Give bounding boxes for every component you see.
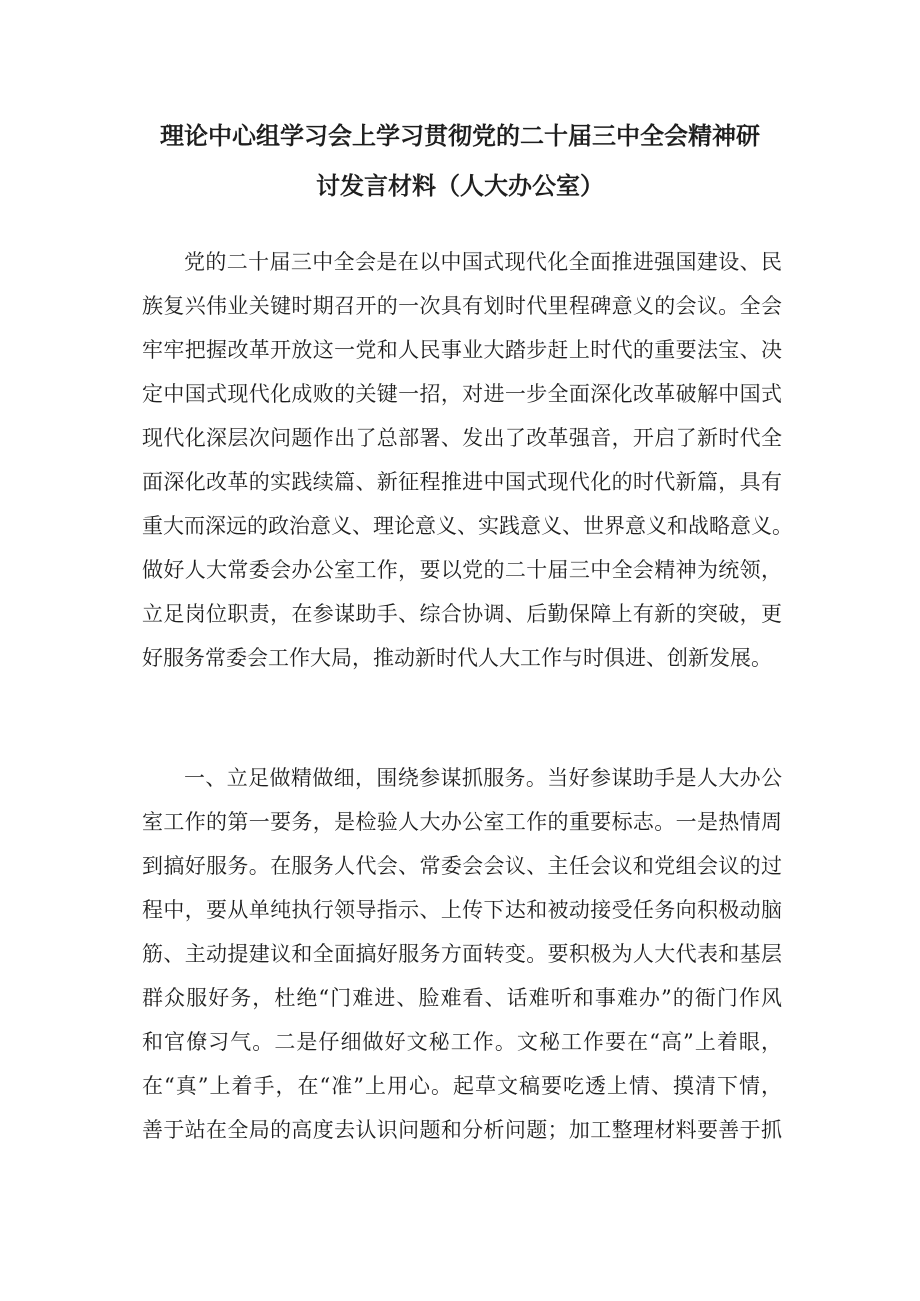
paragraph-line: 一、立足做精做细，围绕参谋抓服务。当好参谋助手是人大办公 [184, 766, 782, 790]
document-title-line-2: 讨发言材料（人大办公室） [316, 172, 604, 200]
paragraph-line: 牢牢把握改革开放这一党和人民事业大踏步赶上时代的重要法宝、决 [142, 338, 782, 362]
paragraph-line: 族复兴伟业关键时期召开的一次具有划时代里程碑意义的会议。全会 [142, 294, 782, 318]
paragraph-line: 筋、主动提建议和全面搞好服务方面转变。要积极为人大代表和基层 [142, 942, 782, 966]
paragraph-line: 重大而深远的政治意义、理论意义、实践意义、世界意义和战略意义。 [142, 514, 793, 538]
paragraph-line: 面深化改革的实践续篇、新征程推进中国式现代化的时代新篇，具有 [142, 470, 782, 494]
document-title-line-1: 理论中心组学习会上学习贯彻党的二十届三中全会精神研 [160, 122, 760, 150]
paragraph-line: 到搞好服务。在服务人代会、常委会会议、主任会议和党组会议的过 [142, 854, 782, 878]
paragraph-line: 好服务常委会工作大局，推动新时代人大工作与时俱进、创新发展。 [142, 646, 772, 670]
paragraph-line: 和官僚习气。二是仔细做好文秘工作。文秘工作要在“高”上着眼， [142, 1030, 782, 1054]
paragraph-line: 室工作的第一要务，是检验人大办公室工作的重要标志。一是热情周 [142, 810, 782, 834]
paragraph-line: 立足岗位职责，在参谋助手、综合协调、后勤保障上有新的突破，更 [142, 602, 782, 626]
paragraph-intro [142, 240, 793, 680]
paragraph-line: 现代化深层次问题作出了总部署、发出了改革强音，开启了新时代全 [142, 426, 782, 450]
paragraph-line: 做好人大常委会办公室工作，要以党的二十届三中全会精神为统领， [142, 558, 782, 582]
paragraph-line: 程中，要从单纯执行领导指示、上传下达和被动接受任务向积极动脑 [142, 898, 782, 922]
paragraph-line: 群众服好务，杜绝“门难进、脸难看、话难听和事难办”的衙门作风 [142, 986, 782, 1010]
paragraph-line: 定中国式现代化成败的关键一招，对进一步全面深化改革破解中国式 [142, 382, 782, 406]
paragraph-line: 党的二十届三中全会是在以中国式现代化全面推进强国建设、民 [184, 250, 782, 274]
paragraph-line: 善于站在全局的高度去认识问题和分析问题；加工整理材料要善于抓 [142, 1118, 782, 1142]
paragraph-line: 在“真”上着手，在“准”上用心。起草文稿要吃透上情、摸清下情， [142, 1074, 782, 1098]
paragraph-section-one [142, 756, 782, 1152]
